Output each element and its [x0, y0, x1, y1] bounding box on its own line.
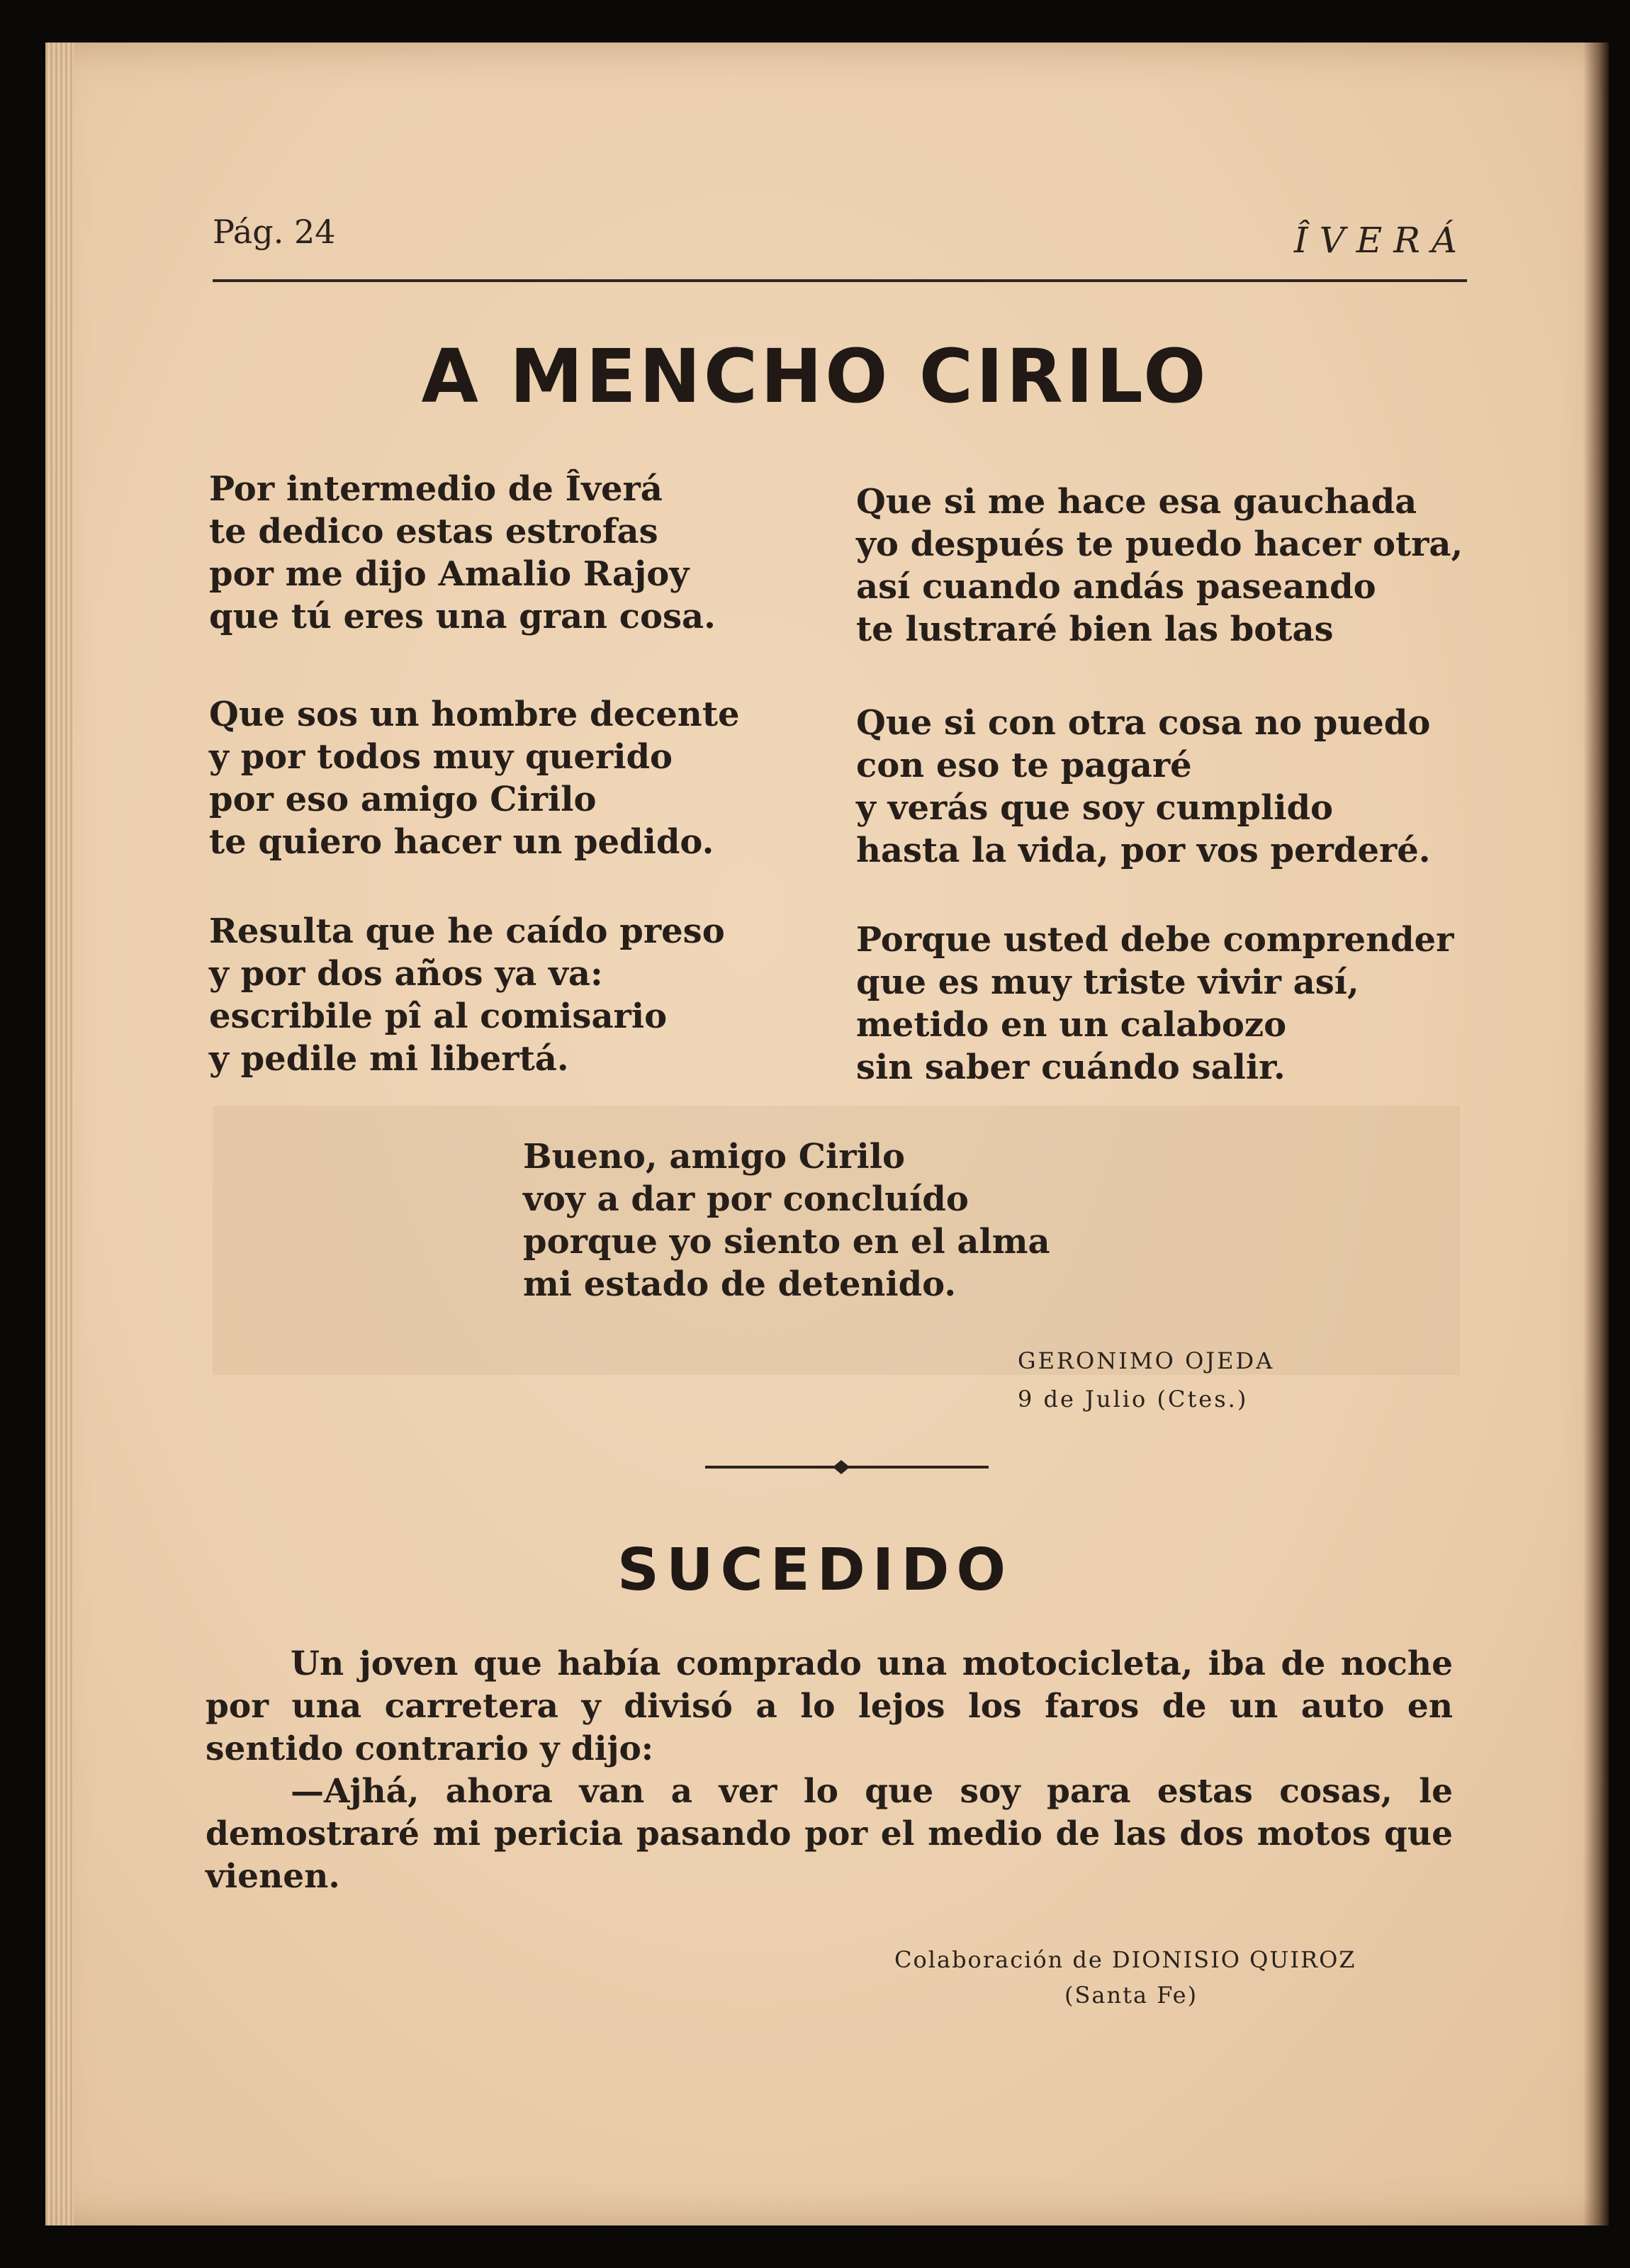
- poem-title: A MENCHO CIRILO: [421, 333, 1209, 420]
- story-credit-author: Colaboración de DIONISIO QUIROZ: [894, 1946, 1356, 1973]
- story-paragraph: Un joven que había comprado una motocicleta, iba de noche por una carretera y divisó a lo lejos los faros de un auto en sentido contrario y dijo:: [206, 1644, 1453, 1768]
- ornament-divider: [705, 1456, 989, 1478]
- poem-line: porque yo siento en el alma: [523, 1222, 1050, 1262]
- poem-line: metido en un calabozo: [856, 1005, 1287, 1045]
- poem-line: con eso te pagaré: [856, 746, 1192, 785]
- poem-signature: [1018, 1342, 1274, 1418]
- story-credit-place: (Santa Fe): [1064, 1982, 1198, 2009]
- poem-line: Que si con otra cosa no puedo: [856, 703, 1431, 743]
- poem-line: y verás que soy cumplido: [856, 788, 1334, 828]
- poem-line: te lustraré bien las botas: [856, 610, 1334, 649]
- poem-line: mi estado de detenido.: [523, 1264, 957, 1304]
- poem-line: sin saber cuándo salir.: [856, 1048, 1286, 1087]
- poem-line: por eso amigo Cirilo: [209, 780, 597, 819]
- magazine-name: ÎVERÁ: [1293, 220, 1468, 261]
- poem-stanza-final: [523, 1135, 1050, 1306]
- poem-line: yo después te puedo hacer otra,: [856, 524, 1463, 564]
- poem-line: Bueno, amigo Cirilo: [523, 1137, 905, 1177]
- header-rule: [213, 279, 1467, 282]
- poem-line: y por dos años ya va:: [209, 954, 603, 994]
- poem-line: Por intermedio de Îverá: [209, 469, 663, 509]
- poem-line: Porque usted debe comprender: [856, 920, 1454, 960]
- poem-stanza-left-1: [209, 468, 716, 638]
- poem-line: y por todos muy querido: [209, 737, 673, 777]
- story-paragraph: —Ajhá, ahora van a ver lo que soy para estas cosas, le demostraré mi pericia pasando por el medio de las dos motos que vienen.: [206, 1772, 1453, 1896]
- poem-stanza-left-3: [209, 910, 725, 1080]
- poem-stanza-right-3: [856, 919, 1454, 1089]
- page-number: Pág. 24: [213, 213, 336, 251]
- poem-line: así cuando andás paseando: [856, 567, 1376, 607]
- story-body: [206, 1643, 1453, 1898]
- poem-place: 9 de Julio (Ctes.): [1018, 1386, 1249, 1413]
- story-title: SUCEDIDO: [617, 1537, 1013, 1604]
- poem-stanza-left-2: [209, 693, 740, 863]
- poem-line: hasta la vida, por vos perderé.: [856, 831, 1431, 870]
- poem-line: Que si me hace esa gauchada: [856, 482, 1417, 522]
- poem-author: GERONIMO OJEDA: [1018, 1347, 1275, 1374]
- story-credit: [894, 1942, 1356, 2013]
- poem-line: voy a dar por concluído: [523, 1179, 969, 1219]
- poem-line: Que sos un hombre decente: [209, 695, 740, 734]
- poem-line: Resulta que he caído preso: [209, 911, 725, 951]
- poem-stanza-right-1: [856, 481, 1463, 651]
- poem-line: escribile pî al comisario: [209, 997, 668, 1036]
- poem-line: te dedico estas estrofas: [209, 512, 658, 551]
- poem-line: por me dijo Amalio Rajoy: [209, 554, 690, 594]
- poem-stanza-right-2: [856, 702, 1431, 872]
- poem-line: que tú eres una gran cosa.: [209, 597, 716, 636]
- poem-line: y pedile mi libertá.: [209, 1039, 569, 1079]
- poem-line: que es muy triste vivir así,: [856, 962, 1359, 1002]
- poem-line: te quiero hacer un pedido.: [209, 822, 714, 862]
